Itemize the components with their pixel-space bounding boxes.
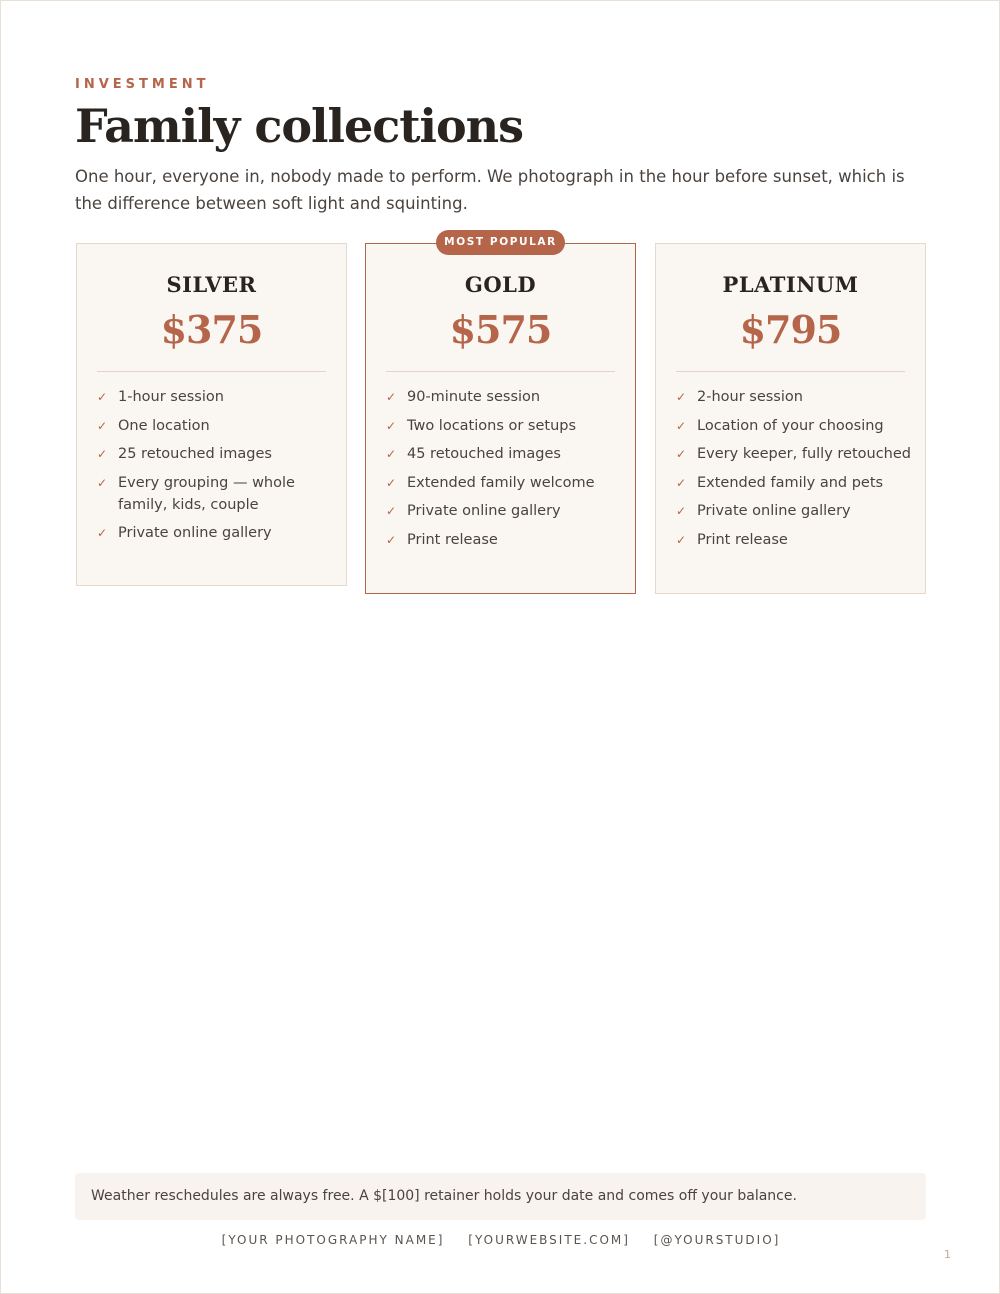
check-icon: ✓ xyxy=(386,504,397,518)
card-divider xyxy=(97,371,326,372)
feature-text: Every keeper, fully retouched xyxy=(697,446,911,462)
feature-text: 45 retouched images xyxy=(407,446,561,462)
feature-text: Location of your choosing xyxy=(697,417,884,434)
card-divider xyxy=(386,371,615,372)
footer-website: [YOURWEBSITE.COM] xyxy=(468,1233,630,1247)
feature-text: Print release xyxy=(407,531,498,548)
feature-item xyxy=(676,415,911,437)
feature-item xyxy=(97,472,332,516)
check-icon: ✓ xyxy=(676,390,687,404)
package-name: SILVER xyxy=(166,272,257,297)
feature-text: 90-minute session xyxy=(407,389,541,405)
package-card-silver xyxy=(76,243,347,586)
check-icon: ✓ xyxy=(386,532,397,547)
retainer-note: Weather reschedules are always free. A $[100] retainer holds your date and comes off your balance. xyxy=(75,1173,926,1220)
footer-studio-name: [YOUR PHOTOGRAPHY NAME] xyxy=(221,1233,445,1247)
package-name: GOLD xyxy=(464,272,537,297)
feature-text: Every grouping — whole family, kids, couple xyxy=(118,474,295,513)
check-icon: ✓ xyxy=(676,532,687,547)
feature-item xyxy=(676,386,911,408)
check-icon: ✓ xyxy=(676,475,687,490)
feature-text: Print release xyxy=(697,531,788,548)
check-icon: ✓ xyxy=(386,390,397,404)
most-popular-badge: MOST POPULAR xyxy=(436,230,565,255)
check-icon: ✓ xyxy=(386,418,397,433)
check-icon: ✓ xyxy=(676,504,687,518)
feature-list xyxy=(77,386,346,571)
feature-item xyxy=(676,500,911,522)
card-divider xyxy=(676,371,905,372)
feature-item xyxy=(386,500,621,522)
check-icon: ✓ xyxy=(97,390,108,404)
check-icon: ✓ xyxy=(386,475,397,490)
feature-text: Private online gallery xyxy=(407,503,561,519)
check-icon: ✓ xyxy=(676,447,687,461)
feature-item xyxy=(676,472,911,494)
feature-text: Private online gallery xyxy=(118,525,272,541)
feature-item xyxy=(676,443,911,465)
feature-item xyxy=(386,472,621,494)
feature-item xyxy=(386,443,621,465)
feature-list xyxy=(656,386,925,577)
feature-text: One location xyxy=(118,417,210,434)
feature-item xyxy=(97,522,332,544)
package-card-gold xyxy=(365,243,636,594)
intro-paragraph: One hour, everyone in, nobody made to perform. We photograph in the hour before sunset, which is the difference between soft light and squinting. xyxy=(75,167,905,213)
footer-handle: [@YOURSTUDIO] xyxy=(653,1233,781,1247)
check-icon: ✓ xyxy=(97,475,108,490)
feature-text: Two locations or setups xyxy=(407,417,577,434)
check-icon: ✓ xyxy=(97,418,108,433)
page-title: Family collections xyxy=(75,99,523,153)
feature-item xyxy=(676,529,911,551)
feature-item xyxy=(97,386,332,408)
feature-text: Extended family and pets xyxy=(697,474,884,491)
feature-list xyxy=(366,386,635,577)
footer-contact xyxy=(1,1233,1000,1247)
package-price: $575 xyxy=(449,307,552,352)
check-icon: ✓ xyxy=(97,447,108,461)
feature-item xyxy=(386,415,621,437)
package-price: $795 xyxy=(739,307,842,352)
package-name: PLATINUM xyxy=(722,272,859,297)
feature-text: 1-hour session xyxy=(118,389,224,405)
feature-item xyxy=(97,415,332,437)
feature-item xyxy=(386,386,621,408)
package-card-platinum xyxy=(655,243,926,594)
section-eyebrow: INVESTMENT xyxy=(75,77,210,92)
check-icon: ✓ xyxy=(386,447,397,461)
feature-item xyxy=(97,443,332,465)
feature-item xyxy=(386,529,621,551)
check-icon: ✓ xyxy=(676,418,687,433)
feature-text: 2-hour session xyxy=(697,389,803,405)
feature-text: Private online gallery xyxy=(697,503,851,519)
package-price: $375 xyxy=(160,307,263,352)
check-icon: ✓ xyxy=(97,526,108,540)
page-number: 1 xyxy=(944,1248,951,1261)
feature-text: Extended family welcome xyxy=(407,474,595,491)
feature-text: 25 retouched images xyxy=(118,446,272,462)
